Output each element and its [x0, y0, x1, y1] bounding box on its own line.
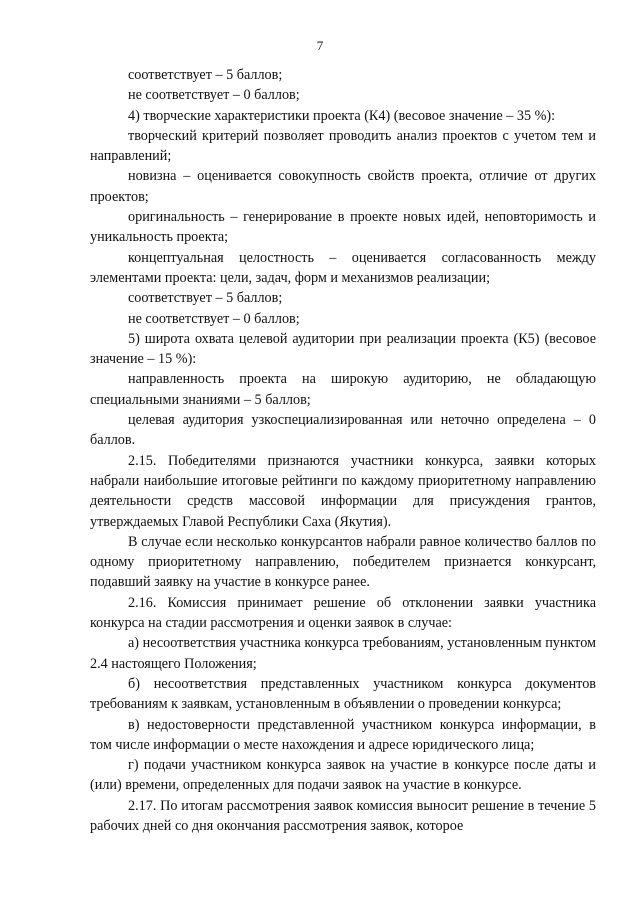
paragraph: творческий критерий позволяет проводить анализ проектов с учетом тем и направлений; — [90, 127, 596, 165]
paragraph: новизна – оценивается совокупность свойств проекта, отличие от других проектов; — [90, 168, 596, 205]
paragraph: 2.15. Победителями признаются участники конкурса, заявки которых набрали наибольшие итоговые рейтинги по каждому приоритетному направлению деятельности средств массовой информации для присуждения грантов, утверждаемых Главой Республики Саха (Якутия). — [90, 452, 596, 530]
paragraph: В случае если несколько конкурсантов набрали равное количество баллов по одному приоритетному направлению, победителем признается конкурсант, подавший заявку на участие в конкурсе ранее. — [90, 533, 596, 591]
paragraph: 2.17. По итогам рассмотрения заявок комиссия выносит решение в течение 5 рабочих дней со дня окончания рассмотрения заявок, которое — [90, 797, 596, 834]
paragraph: оригинальность – генерирование в проекте новых идей, неповторимость и уникальность проекта; — [90, 209, 596, 246]
paragraph: не соответствует – 0 баллов; — [128, 310, 300, 327]
paragraph: 2.16. Комиссия принимает решение об отклонении заявки участника конкурса на стадии рассмотрения и оценки заявок в случае: — [90, 594, 596, 632]
paragraph: соответствует – 5 баллов; — [128, 67, 283, 83]
paragraph: не соответствует – 0 баллов; — [128, 87, 300, 104]
paragraph: а) несоответствия участника конкурса требованиям, установленным пунктом 2.4 настоящего Положения; — [90, 635, 596, 672]
paragraph: б) несоответствия представленных участником конкурса документов требованиям к заявкам, установленным в объявлении о проведении конкурса; — [90, 675, 596, 713]
paragraph: целевая аудитория узкоспециализированная или неточно определена – 0 баллов. — [90, 412, 596, 449]
document-body — [90, 65, 596, 836]
page-number: 7 — [316, 38, 324, 53]
paragraph: в) недостоверности представленной участником конкурса информации, в том числе информации о месте нахождения и адресе юридического лица; — [90, 716, 596, 753]
paragraph: концептуальная целостность – оценивается согласованность между элементами проекта: цели, задач, форм и механизмов реализации; — [90, 249, 596, 286]
paragraph: направленность проекта на широкую аудиторию, не обладающую специальными знаниями – 5 баллов; — [90, 371, 596, 408]
paragraph: соответствует – 5 баллов; — [128, 290, 283, 307]
paragraph: г) подачи участником конкурса заявок на участие в конкурсе после даты и (или) времени, определенных для подачи заявок на участие в конкурсе. — [90, 757, 596, 794]
paragraph: 5) широта охвата целевой аудитории при реализации проекта (К5) (весовое значение – 15 %): — [90, 330, 596, 368]
paragraph: 4) творческие характеристики проекта (К4) (весовое значение – 35 %): — [128, 107, 556, 124]
